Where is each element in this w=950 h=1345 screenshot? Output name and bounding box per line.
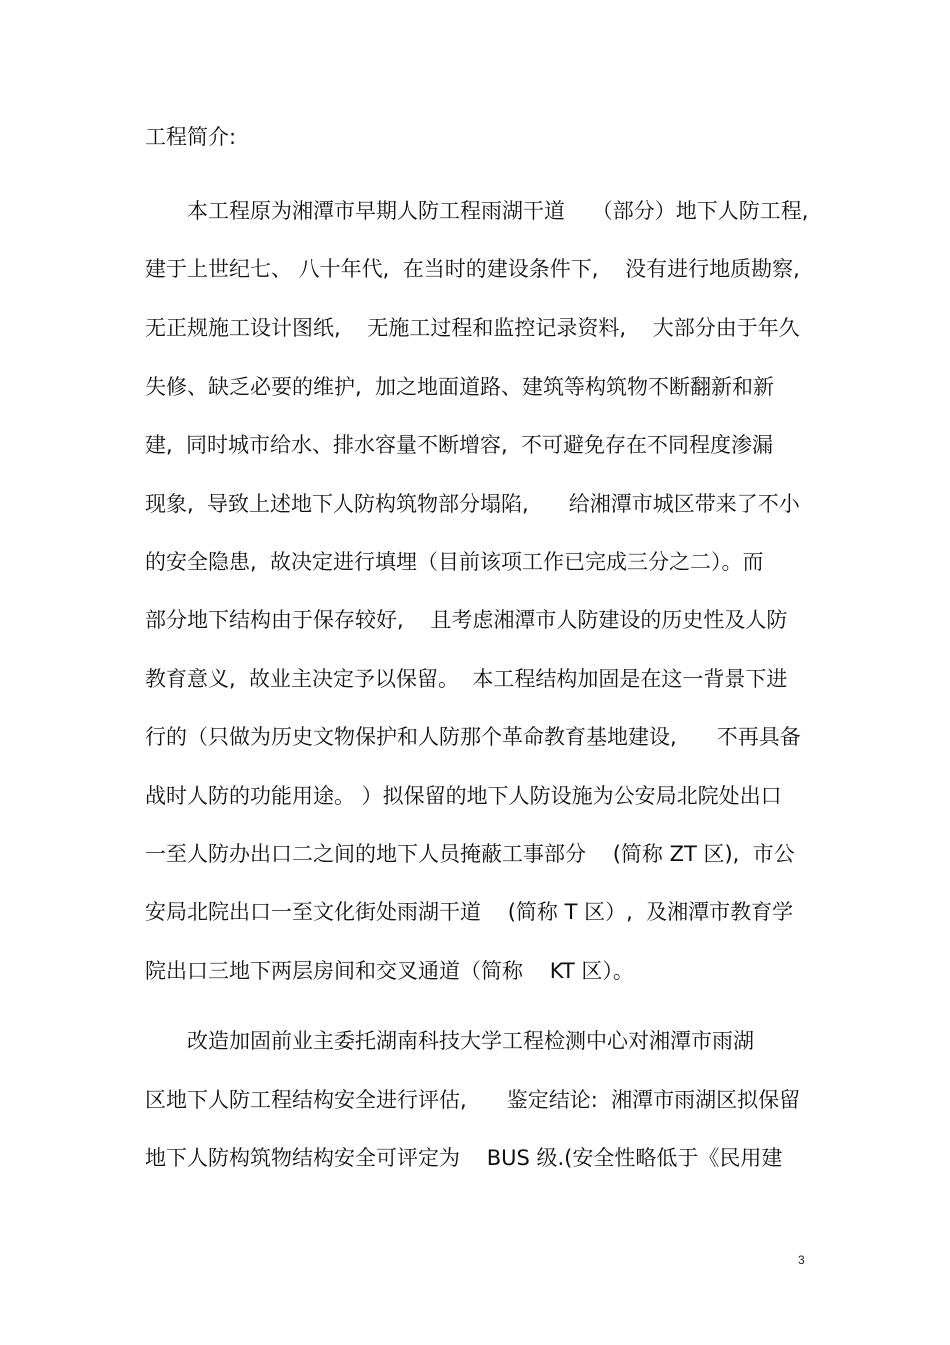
paragraph-line: 建于上世纪七、 八十年代, 在当时的建设条件下, 没有进行地质勘察, bbox=[145, 257, 800, 281]
paragraph-line: 区地下人防工程结构安全进行评估, 鉴定结论: 湘潭市雨湖区拟保留 bbox=[145, 1088, 801, 1112]
paragraph-line: 无正规施工设计图纸, 无施工过程和监控记录资料, 大部分由于年久 bbox=[145, 316, 800, 340]
paragraph-line: 改造加固前业主委托湖南科技大学工程检测中心对湘潭市雨湖 bbox=[187, 1029, 754, 1053]
paragraph-line: 本工程原为湘潭市早期人防工程雨湖干道 （部分）地下人防工程, bbox=[187, 199, 809, 223]
paragraph-line: 的安全隐患, 故决定进行填埋（目前该项工作已完成三分之二）。而 bbox=[145, 550, 764, 574]
paragraph-line: 部分地下结构由于保存较好, 且考虑湘潭市人防建设的历史性及人防 bbox=[145, 608, 788, 632]
paragraph-line: 失修、缺乏必要的维护, 加之地面道路、建筑等构筑物不断翻新和新 bbox=[145, 375, 775, 399]
paragraph-line: 行的（只做为历史文物保护和人防那个革命教育基地建设, 不再具备 bbox=[145, 725, 801, 749]
paragraph-line: 建, 同时城市给水、排水容量不断增容, 不可避免存在不同程度渗漏 bbox=[145, 433, 774, 457]
page-number: 3 bbox=[798, 1253, 805, 1267]
paragraph-line: 安局北院出口一至文化街处雨湖干道 (简称 T 区）, 及湘潭市教育学 bbox=[145, 900, 794, 924]
section-heading: 工程简介: bbox=[145, 125, 237, 149]
paragraph-line: 一至人防办出口二之间的地下人员掩蔽工事部分 (简称 ZT 区), 市公 bbox=[145, 842, 795, 866]
paragraph-line: 现象, 导致上述地下人防构筑物部分塌陷, 给湘潭市城区带来了不小 bbox=[145, 492, 800, 516]
paragraph-line: 地下人防构筑物结构安全可评定为 BUS 级.(安全性略低于《民用建 bbox=[145, 1146, 783, 1170]
paragraph-line: 教育意义, 故业主决定予以保留。 本工程结构加固是在这一背景下进 bbox=[145, 667, 788, 691]
paragraph-line: 战时人防的功能用途。 ）拟保留的地下人防设施为公安局北院处出口 bbox=[145, 784, 782, 808]
paragraph-line: 院出口三地下两层房间和交叉通道（简称 KT 区）。 bbox=[145, 959, 634, 983]
